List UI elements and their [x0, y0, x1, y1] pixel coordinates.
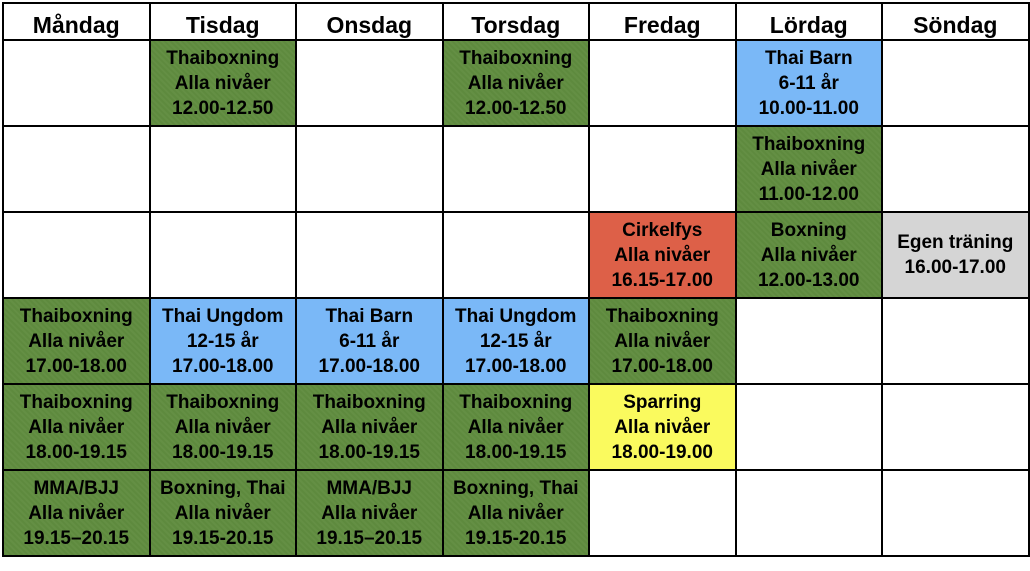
class-name: MMA/BJJ	[326, 477, 412, 499]
day-header-row	[3, 3, 1029, 40]
class-cell	[589, 384, 736, 470]
day-header-onsdag: Onsdag	[296, 3, 443, 40]
class-cell	[150, 298, 297, 384]
class-name: Thaiboxning	[752, 133, 866, 155]
empty-cell	[296, 212, 443, 298]
class-time: 16.15-17.00	[611, 269, 713, 291]
class-time: 18.00-19.15	[172, 441, 274, 463]
class-cell	[443, 298, 590, 384]
class-cell	[589, 212, 736, 298]
class-time: 19.15-20.15	[465, 527, 567, 549]
class-name: Cirkelfys	[622, 219, 703, 241]
class-level: Alla nivåer	[28, 502, 125, 524]
time-slot-row	[3, 298, 1029, 384]
empty-cell	[882, 384, 1029, 470]
class-cell	[736, 212, 883, 298]
class-time: 18.00-19.00	[611, 441, 713, 463]
class-level: Alla nivåer	[467, 502, 564, 524]
class-level: 12-15 år	[186, 330, 259, 352]
class-level: 6-11 år	[339, 330, 400, 352]
class-time: 18.00-19.15	[318, 441, 420, 463]
empty-cell	[443, 126, 590, 212]
class-name: Thai Barn	[325, 305, 414, 327]
class-time: 17.00-18.00	[25, 355, 127, 377]
class-name: Thaiboxning	[605, 305, 719, 327]
class-name: Boxning, Thai	[452, 477, 579, 499]
class-time: 11.00-12.00	[758, 183, 859, 205]
class-cell	[3, 470, 150, 556]
empty-cell	[443, 212, 590, 298]
class-name: Thaiboxning	[19, 391, 133, 413]
day-header-måndag: Måndag	[3, 3, 150, 40]
empty-cell	[3, 212, 150, 298]
empty-cell	[3, 40, 150, 126]
class-level: Alla nivåer	[174, 416, 271, 438]
class-cell	[882, 212, 1029, 298]
class-cell	[443, 470, 590, 556]
time-slot-row	[3, 126, 1029, 212]
class-level: Alla nivåer	[614, 244, 711, 266]
class-level: Alla nivåer	[174, 72, 271, 94]
class-name: MMA/BJJ	[33, 477, 119, 499]
class-level: Alla nivåer	[28, 330, 125, 352]
class-cell	[150, 470, 297, 556]
empty-cell	[3, 126, 150, 212]
empty-cell	[882, 126, 1029, 212]
class-level: 6-11 år	[778, 72, 839, 94]
class-cell	[150, 40, 297, 126]
class-time: 19.15–20.15	[23, 527, 130, 549]
schedule-body	[3, 40, 1029, 556]
class-cell	[443, 384, 590, 470]
class-time: 18.00-19.15	[25, 441, 127, 463]
empty-cell	[589, 126, 736, 212]
class-cell	[296, 298, 443, 384]
empty-cell	[882, 298, 1029, 384]
class-level: Alla nivåer	[760, 158, 857, 180]
time-slot-row	[3, 470, 1029, 556]
empty-cell	[589, 470, 736, 556]
day-header-lördag: Lördag	[736, 3, 883, 40]
class-cell	[3, 298, 150, 384]
class-name: Sparring	[623, 391, 702, 413]
class-cell	[736, 126, 883, 212]
class-name: Thai Barn	[764, 47, 853, 69]
class-cell	[3, 384, 150, 470]
class-time: 17.00-18.00	[465, 355, 567, 377]
class-time: 12.00-13.00	[758, 269, 860, 291]
time-slot-row	[3, 212, 1029, 298]
time-slot-row	[3, 384, 1029, 470]
class-time: 17.00-18.00	[318, 355, 420, 377]
class-time: 19.15-20.15	[172, 527, 274, 549]
class-level: Alla nivåer	[760, 244, 857, 266]
class-level: Alla nivåer	[321, 502, 418, 524]
class-cell	[443, 40, 590, 126]
class-level: Alla nivåer	[174, 502, 271, 524]
class-level: Alla nivåer	[321, 416, 418, 438]
class-cell	[589, 298, 736, 384]
class-name: Thaiboxning	[19, 305, 133, 327]
class-time: 19.15–20.15	[316, 527, 423, 549]
class-cell	[296, 384, 443, 470]
class-name: Egen träning	[897, 232, 1014, 253]
empty-cell	[150, 212, 297, 298]
weekly-schedule-table	[2, 2, 1030, 557]
day-header-söndag: Söndag	[882, 3, 1029, 40]
day-header-torsdag: Torsdag	[443, 3, 590, 40]
class-name: Thaiboxning	[459, 47, 573, 69]
class-cell	[296, 470, 443, 556]
empty-cell	[589, 40, 736, 126]
empty-cell	[882, 40, 1029, 126]
empty-cell	[150, 126, 297, 212]
class-name: Boxning, Thai	[159, 477, 286, 499]
class-name: Thaiboxning	[166, 391, 280, 413]
class-level: 12-15 år	[479, 330, 552, 352]
class-level: Alla nivåer	[467, 72, 564, 94]
empty-cell	[736, 384, 883, 470]
class-name: Thaiboxning	[312, 391, 426, 413]
empty-cell	[296, 40, 443, 126]
class-time: 12.00-12.50	[465, 97, 567, 119]
class-cell	[150, 384, 297, 470]
class-cell	[736, 40, 883, 126]
class-time: 16.00-17.00	[904, 257, 1006, 278]
class-level: Alla nivåer	[467, 416, 564, 438]
class-level: Alla nivåer	[614, 416, 711, 438]
empty-cell	[296, 126, 443, 212]
class-name: Thaiboxning	[459, 391, 573, 413]
class-level: Alla nivåer	[28, 416, 125, 438]
class-name: Boxning	[770, 219, 847, 241]
class-time: 10.00-11.00	[758, 97, 859, 119]
schedule-header	[3, 3, 1029, 40]
time-slot-row	[3, 40, 1029, 126]
class-time: 12.00-12.50	[172, 97, 274, 119]
day-header-tisdag: Tisdag	[150, 3, 297, 40]
class-name: Thaiboxning	[166, 47, 280, 69]
class-level: Alla nivåer	[614, 330, 711, 352]
class-time: 18.00-19.15	[465, 441, 567, 463]
class-name: Thai Ungdom	[162, 305, 284, 327]
empty-cell	[882, 470, 1029, 556]
class-time: 17.00-18.00	[611, 355, 713, 377]
day-header-fredag: Fredag	[589, 3, 736, 40]
empty-cell	[736, 470, 883, 556]
class-time: 17.00-18.00	[172, 355, 274, 377]
empty-cell	[736, 298, 883, 384]
class-name: Thai Ungdom	[455, 305, 577, 327]
